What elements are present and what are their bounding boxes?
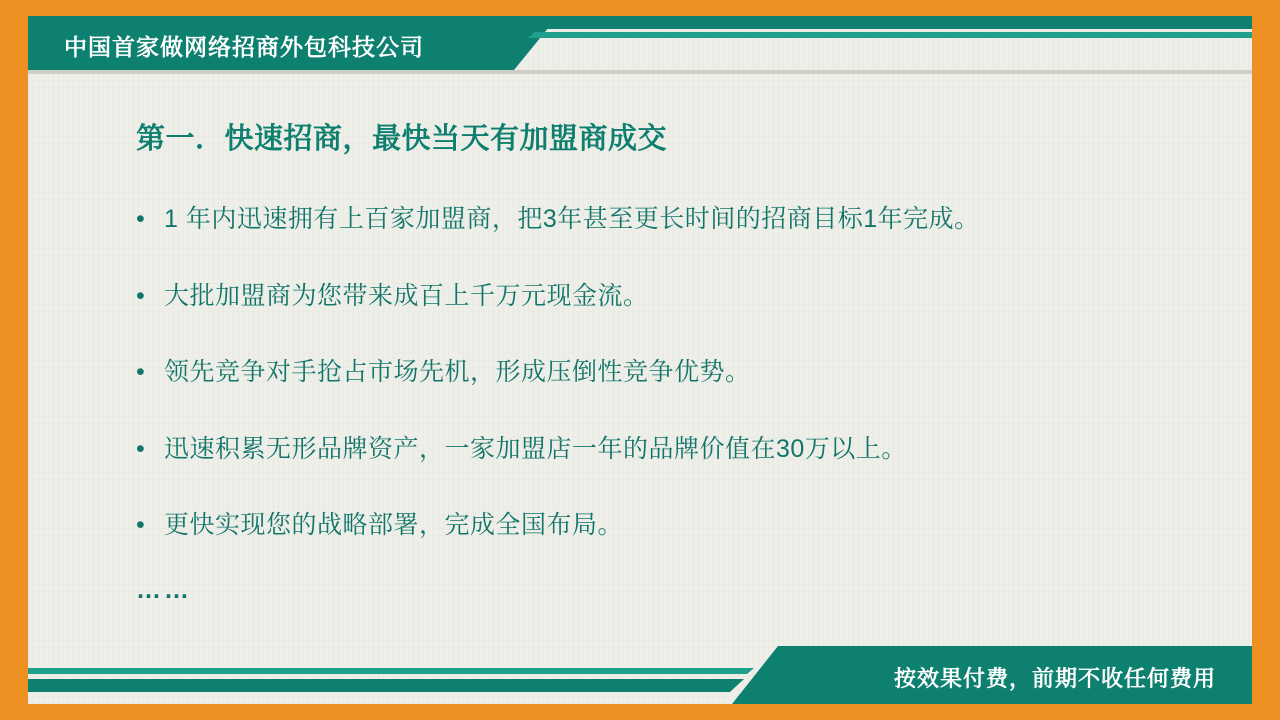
footer-stripe-dark xyxy=(28,679,744,692)
list-item xyxy=(136,509,1212,542)
header-stripe-dark xyxy=(538,16,1252,29)
list-item-text: 大批加盟商为您带来成百上千万元现金流。 xyxy=(164,281,649,310)
bullet-marker-icon: • xyxy=(136,511,145,539)
bullet-marker-icon: • xyxy=(136,205,145,233)
bullet-list xyxy=(136,203,1212,542)
bullet-marker-icon: • xyxy=(136,358,145,386)
list-item xyxy=(136,203,1212,236)
header-title: 中国首家做网络招商外包科技公司 xyxy=(64,34,424,60)
bullet-marker-icon: • xyxy=(136,281,145,310)
section-title: 第一．快速招商，最快当天有加盟商成交 xyxy=(136,123,668,155)
list-item xyxy=(136,356,1212,389)
footer-slogan: 按效果付费，前期不收任何费用 xyxy=(893,666,1216,691)
list-item-text: 领先竞争对手抢占市场先机，形成压倒性竞争优势。 xyxy=(164,358,751,386)
footer-band xyxy=(28,646,1252,704)
header-band xyxy=(28,16,1252,70)
bullet-marker-icon: • xyxy=(136,434,145,463)
footer-stripe-light xyxy=(28,668,754,674)
ellipsis-text: …… xyxy=(136,575,192,604)
list-item xyxy=(136,433,1212,466)
list-item xyxy=(136,280,1212,313)
list-item-text: 迅速积累无形品牌资产，一家加盟店一年的品牌价值在30万以上。 xyxy=(164,434,907,463)
header-stripe-light xyxy=(528,32,1252,38)
slide-content xyxy=(28,74,1252,634)
list-item-text: 1 年内迅速拥有上百家加盟商，把3年甚至更长时间的招商目标1年完成。 xyxy=(164,205,980,233)
list-item-text: 更快实现您的战略部署，完成全国布局。 xyxy=(164,511,624,539)
